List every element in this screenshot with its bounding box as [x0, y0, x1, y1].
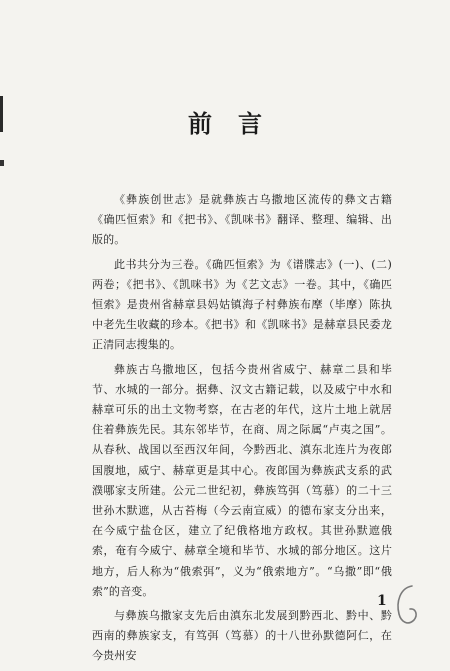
- page-number: 1: [377, 593, 387, 609]
- paragraph-1: 《彝族创世志》是就彝族古乌撒地区流传的彝文古籍《确匹恒索》和《把书》、《凯咪书》翻译、整理、编辑、出版的。: [92, 193, 392, 247]
- handwritten-mark-icon: [392, 582, 422, 630]
- binding-edge-tick: [0, 160, 4, 166]
- body-text: [92, 190, 392, 671]
- paragraph-2: 此书共分为三卷。《确匹恒索》为《谱牒志》(一)、(二)两卷；《把书》、《凯咪书》为《艺文志》一卷。其中，《确匹恒索》是贵州省赫章县妈姑镇海子村彝族布摩（毕摩）陈执中老先生收藏的珍本。《把书》和《凯咪书》是赫章县民委龙正清同志搜集的。: [92, 257, 392, 352]
- page-title: 前言: [188, 109, 288, 138]
- paragraph-3: 彝族古乌撒地区，包括今贵州省威宁、赫章二县和毕节、水城的一部分。据彝、汉文古籍记载，以及威宁中水和赫章可乐的出土文物考察，在古老的年代，这片土地上就居住着彝族先民。其东邻毕节，在商、周之际属“卢夷之国”。从春秋、战国以至西汉年间，今黔西北、滇东北连片为夜郎国腹地，威宁、赫章更是其中心。夜郎国为彝族武支系的武濮哪家支所建。公元二世纪初，彝族笃弭（笃慕）的二十三世孙木默遮，从古苔梅（今云南宣威）的德布家支分出来，在今威宁盐仓区，建立了纪俄格地方政权。其世孙默遮俄索，奄有今威宁、赫章全境和毕节、水城的部分地区。这片地方，后人称为“俄索弭”，义为“俄索地方”。“乌撒”即“俄索”的音变。: [92, 362, 392, 598]
- paragraph-4: 与彝族乌撒家支先后由滇东北发展到黔西北、黔中、黔西南的彝族家支，有笃弭（笃慕）的十八世孙默德阿仁，在今贵州安: [92, 609, 392, 663]
